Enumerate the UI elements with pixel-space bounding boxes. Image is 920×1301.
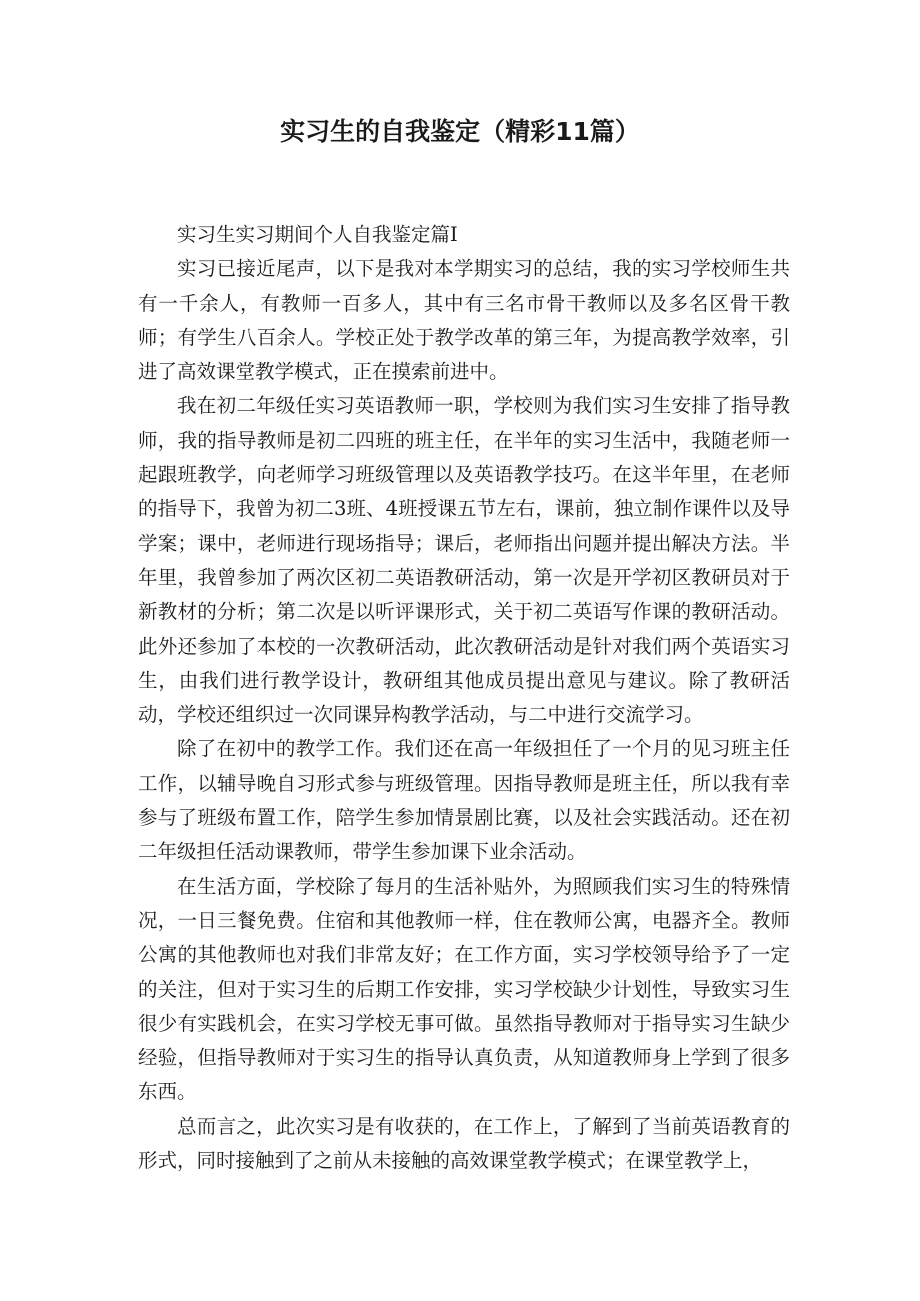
paragraph-2: 我在初二年级任实习英语教师一职，学校则为我们实习生安排了指导教师，我的指导教师是初二四班的班主任，在半年的实习生活中，我随老师一起跟班教学，向老师学习班级管理以及英语教学技巧。在这半年里，在老师的指导下，我曾为初二3班、4班授课五节左右，课前，独立制作课件以及导学案；课中，老师进行现场指导；课后，老师指出问题并提出解决方法。半年里，我曾参加了两次区初二英语教研活动，第一次是开学初区教研员对于新教材的分析；第二次是以听评课形式，关于初二英语写作课的教研活动。此外还参加了本校的一次教研活动，此次教研活动是针对我们两个英语实习生，由我们进行教学设计，教研组其他成员提出意见与建议。除了教研活动，学校还组织过一次同课异构教学活动，与二中进行交流学习。: [138, 394, 790, 727]
paragraph-1: 实习已接近尾声，以下是我对本学期实习的总结，我的实习学校师生共有一千余人，有教师一百多人，其中有三名市骨干教师以及多名区骨干教师；有学生八百余人。学校正处于教学改革的第三年，为提高教学效率，引进了高效课堂教学模式，正在摸索前进中。: [138, 257, 790, 384]
paragraph-3: 除了在初中的教学工作。我们还在高一年级担任了一个月的见习班主任工作，以辅导晚自习形式参与班级管理。因指导教师是班主任，所以我有幸参与了班级布置工作，陪学生参加情景剧比赛，以及社会实践活动。还在初二年级担任活动课教师，带学生参加课下业余活动。: [138, 737, 790, 864]
section-heading: 实习生实习期间个人自我鉴定篇I: [177, 223, 458, 246]
paragraph-5: 总而言之，此次实习是有收获的，在工作上，了解到了当前英语教育的形式，同时接触到了之前从未接触的高效课堂教学模式；在课堂教学上，: [138, 1114, 790, 1173]
document-title: 实习生的自我鉴定（精彩11篇）: [280, 117, 640, 146]
paragraph-4: 在生活方面，学校除了每月的生活补贴外，为照顾我们实习生的特殊情况，一日三餐免费。住宿和其他教师一样，住在教师公寓，电器齐全。教师公寓的其他教师也对我们非常友好；在工作方面，实习学校领导给予了一定的关注，但对于实习生的后期工作安排，实习学校缺少计划性，导致实习生很少有实践机会，在实习学校无事可做。虽然指导教师对于指导实习生缺少经验，但指导教师对于实习生的指导认真负责，从知道教师身上学到了很多东西。: [138, 874, 790, 1104]
document-body: [138, 218, 790, 1178]
